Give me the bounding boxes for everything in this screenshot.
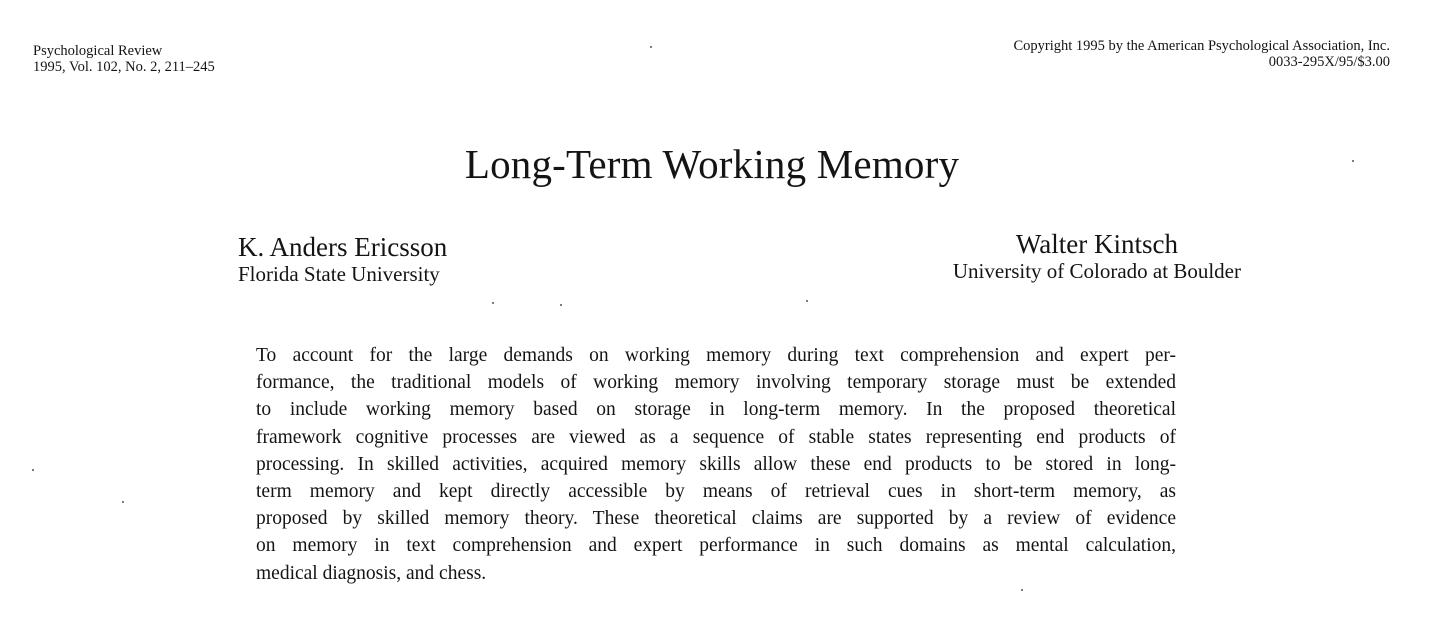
journal-issue: 1995, Vol. 102, No. 2, 211–245: [33, 59, 215, 75]
scan-speck: [560, 304, 562, 306]
abstract-line: framework cognitive processes are viewed as a sequence of stable states representing end products of: [256, 426, 1176, 448]
scan-speck: [650, 46, 652, 48]
abstract-line: medical diagnosis, and chess.: [256, 562, 487, 584]
author-2: [953, 229, 1241, 283]
abstract-line: processing. In skilled activities, acquired memory skills allow these end products to be stored in long-: [256, 453, 1176, 475]
copyright-notice: Copyright 1995 by the American Psychological Association, Inc.: [1013, 38, 1390, 54]
author-name: K. Anders Ericsson: [238, 232, 448, 262]
article-code: 0033-295X/95/$3.00: [1268, 54, 1390, 70]
journal-name: Psychological Review: [33, 43, 163, 59]
copyright-block: [1013, 38, 1390, 70]
author-1: [238, 232, 447, 286]
article-title: Long-Term Working Memory: [464, 141, 960, 187]
abstract-line: To account for the large demands on working memory during text comprehension and expert per-: [256, 345, 1176, 366]
scan-speck: [1021, 589, 1023, 591]
abstract-line: to include working memory based on storage in long-term memory. In the proposed theoretical: [256, 399, 1176, 421]
author-name: Walter Kintsch: [1015, 229, 1178, 259]
scan-speck: [492, 302, 494, 304]
journal-citation: [33, 43, 215, 75]
scan-speck: [1352, 160, 1354, 162]
abstract-line: term memory and kept directly accessible by means of retrieval cues in short-term memory, as: [256, 481, 1176, 503]
author-affiliation: University of Colorado at Boulder: [952, 259, 1241, 283]
abstract-line: formance, the traditional models of working memory involving temporary storage must be extended: [256, 372, 1176, 394]
scan-speck: [32, 469, 34, 471]
abstract-line: on memory in text comprehension and expert performance in such domains as mental calculation,: [256, 535, 1176, 557]
abstract: [256, 342, 1176, 587]
abstract-line: proposed by skilled memory theory. These theoretical claims are supported by a review of evidence: [256, 508, 1176, 530]
scan-speck: [806, 300, 808, 302]
scan-speck: [122, 501, 124, 503]
author-affiliation: Florida State University: [238, 262, 440, 286]
